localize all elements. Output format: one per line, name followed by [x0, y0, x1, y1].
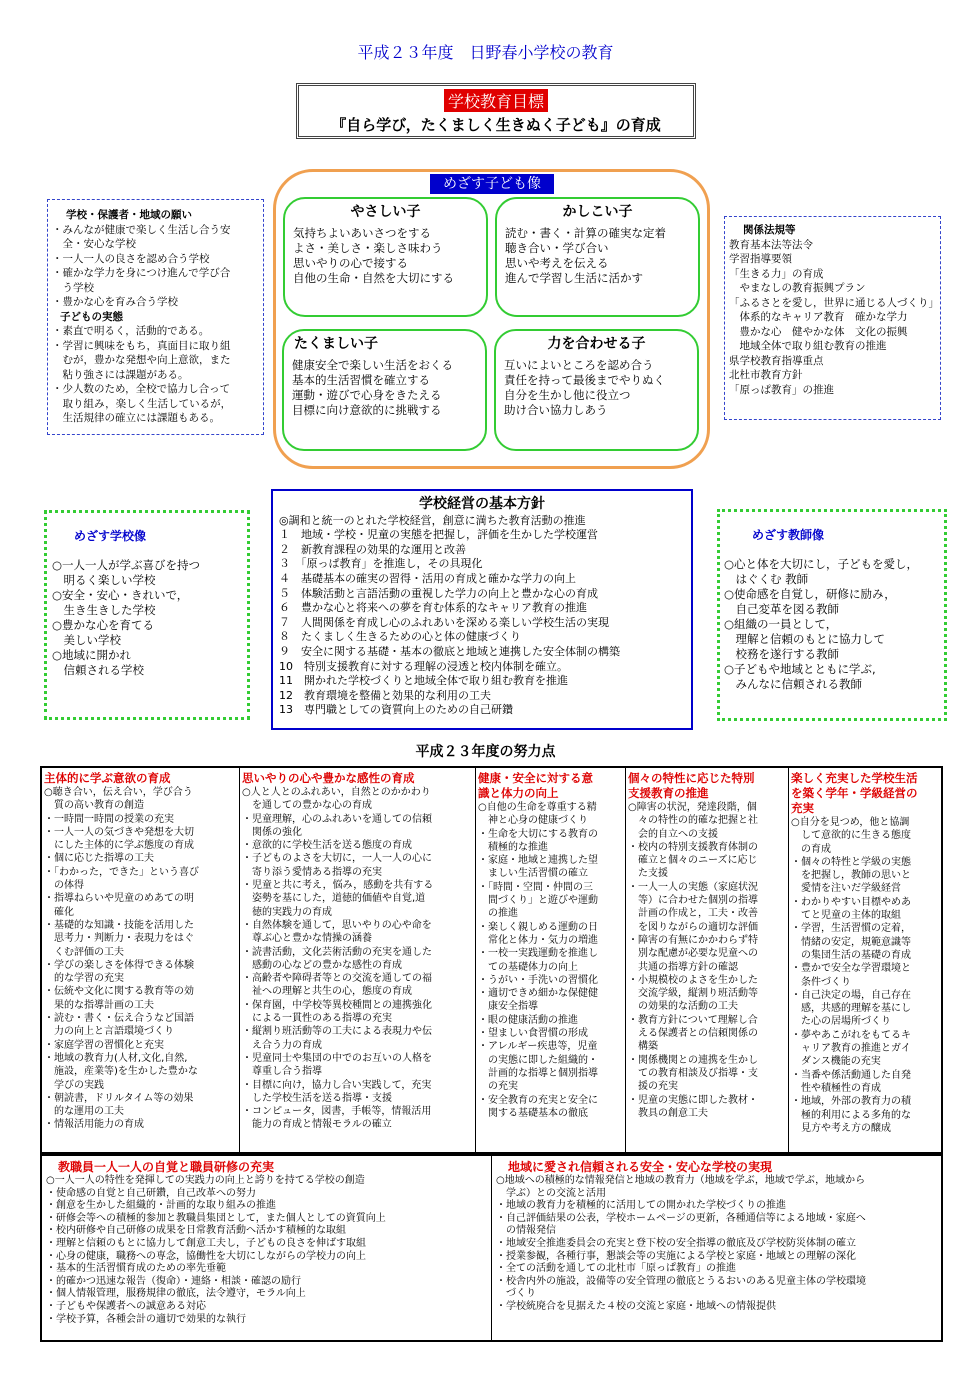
efforts-column-heading: 支援教育の推進 [628, 786, 709, 800]
kid-box-2 [282, 329, 487, 451]
efforts-line: 交流学級，縦割り班活動等 [628, 988, 758, 1000]
efforts-line: を図りながらの適切な評価 [628, 921, 758, 933]
efforts-line: ○人と人とのふれあい，自然とのかかわり [242, 787, 431, 798]
efforts-line: ・自然体験を通して，思いやりの心や命を [242, 919, 432, 931]
efforts-line: ・小規模校のよさを生かした [628, 974, 758, 986]
efforts-line: ・子どものよさを大切に，一人一人の心に [242, 853, 432, 865]
efforts-line: ダンス機能の充実 [791, 1056, 881, 1068]
efforts-line: にした主体的に学ぶ態度の育成 [44, 840, 194, 852]
efforts-line: ・アレルギー疾患等，児童 [478, 1041, 598, 1053]
school-image-line: 生き生きした学校 [52, 603, 156, 617]
school-image-line: ○地域に開かれ [52, 648, 132, 662]
teacher-image-line: 校務を遂行する教師 [724, 647, 839, 661]
efforts-line: ○自分を見つめ，他と協調 [791, 817, 910, 828]
community-heading: 地域に愛され信頼される安全・安心な学校の実現 [508, 1160, 773, 1174]
efforts-line: 感動の心などの豊かな感性の育成 [242, 959, 402, 971]
staff-training-line: ・基本的生活習慣育成のための率先垂範 [46, 1263, 226, 1275]
efforts-line: の推進 [478, 908, 518, 920]
kid-line: 健康安全で楽しい生活をおくる [292, 358, 453, 372]
teacher-image-lines [724, 557, 940, 692]
community-line: ○地域への積極的な情報発信と地域の教育力（地域を学ぶ，地域で学ぶ，地域から [496, 1175, 866, 1186]
efforts-line: ・個々の特性と学級の実態 [791, 856, 911, 868]
efforts-line: 積極的な推進 [478, 841, 548, 853]
efforts-line: ・朝読書，ドリルタイム等の効果 [44, 1092, 194, 1104]
efforts-line: ・学習，生活習慣の定着， [791, 923, 911, 935]
efforts-line: 能力の育成と情報モラルの確立 [242, 1119, 392, 1131]
efforts-line: 構築 [628, 1041, 658, 1053]
efforts-line: ての教育相談及び指導・支 [628, 1067, 758, 1079]
school-image-line: ○安全・安心・きれいで， [52, 588, 189, 602]
kids-state-line: むが，豊かな発想や向上意欲，また [52, 354, 231, 366]
teacher-image-box [717, 509, 947, 721]
efforts-line: てと児童の主体的取組 [791, 910, 901, 922]
school-image-line: 明るく楽しい学校 [52, 573, 156, 587]
efforts-column-heading: 健康・安全に対する意 [478, 771, 593, 785]
teacher-image-line: ○子どもや地域とともに学ぶ, [724, 662, 876, 676]
policy-line: ４ 基礎基本の確実の習得・活用の育成と確かな学力の向上 [279, 571, 576, 585]
efforts-line: 情緒の安定，規範意識等 [791, 936, 911, 948]
wish-line: 全・安心な学校 [52, 238, 136, 250]
kid-line: よさ・美しさ・楽しさ味わう [293, 241, 443, 255]
community-line: ・地域安全推進委員会の充実と登下校の安全指導の徹底及び学校防災体制の確立 [496, 1237, 856, 1249]
efforts-line: ○自他の生命を尊重する精 [478, 802, 597, 813]
community-line: ・自己評価結果の公表，学校ホームページの更新，各種通信等による地域・家庭へ [496, 1212, 866, 1224]
policy-lines [279, 514, 685, 718]
staff-training-line: ・的確かつ迅速な報告（復命）・連絡・相談・確認の励行 [46, 1275, 301, 1287]
school-image-title: めざす学校像 [74, 529, 147, 543]
policy-line: ８ たくましく生きるための心と体の健康づくり [279, 630, 521, 644]
efforts-line: ャリア教育の推進とガイ [791, 1043, 911, 1055]
staff-training-line: ・研修会等への積極的参加と教職員集団として，また個人としての資質向上 [46, 1212, 386, 1224]
kid-box-1 [495, 197, 700, 317]
policy-line: ◎調和と統一のとれた学校経営，創意に満ちた教育活動の推進 [279, 513, 586, 527]
teacher-image-line: はぐくむ 教師 [724, 572, 809, 586]
efforts-line: 施設，産業等)を生かした豊かな [44, 1066, 198, 1078]
kid-line: 互いによいところを認め合う [504, 358, 654, 372]
efforts-column-4 [789, 768, 941, 1152]
school-image-box [44, 510, 250, 720]
kids-state-line: 生活規律の確立には課題もある。 [52, 412, 220, 424]
efforts-line: ・眼の健康活動の推進 [478, 1014, 578, 1026]
kid-line: 運動・遊びで心身をきたえる [292, 388, 442, 402]
policy-line: ９ 安全に関する基礎・基本の徹底と地域と連携した安全体制の構築 [279, 644, 620, 658]
efforts-line: 尊ぶ心と豊かな情操の涵養 [242, 933, 372, 945]
efforts-line: ・校内の特別支援教育体制の [628, 841, 758, 853]
efforts-line: ・「わかった，できた」という喜び [44, 866, 199, 878]
efforts-line: 思考力・判断力・表現力をはぐ [44, 933, 194, 945]
law-line: 「原っぱ教育」の推進 [729, 383, 834, 396]
efforts-line: ・夢やあこがれをもてるキ [791, 1029, 911, 1041]
efforts-column-0 [42, 768, 240, 1152]
efforts-line: ・一時間一時間の授業の充実 [44, 813, 174, 825]
efforts-line: 的な運用の工夫 [44, 1106, 124, 1118]
efforts-line: くむ評価の工夫 [44, 946, 124, 958]
policy-title: 学校経営の基本方針 [419, 496, 545, 512]
wishes-lines [52, 223, 259, 310]
efforts-column-2 [476, 768, 626, 1152]
efforts-line: ・児童と共に考え，悩み，感動を共有する [242, 880, 434, 892]
law-line: 学習指導要領 [729, 253, 792, 265]
efforts-line: ・教育方針について理解し合 [628, 1014, 758, 1026]
policy-box [271, 489, 693, 730]
kids-image-label: めざす子ども像 [430, 174, 554, 194]
school-image-line: 信頼される学校 [52, 663, 144, 677]
kid-box-3 [494, 329, 699, 451]
efforts-line: ・情報活用能力の育成 [44, 1119, 144, 1131]
efforts-line: ・読書活動，文化芸術活動の充実を通した [242, 946, 432, 958]
efforts-line: ・自己決定の場，自己存在 [791, 989, 911, 1001]
efforts-line: 共通の指導方針の確認 [628, 961, 738, 973]
community-line: 学ぶ）との交流と活用 [496, 1187, 606, 1199]
efforts-line: の実態に即した組織的・ [478, 1054, 598, 1066]
kids-state-title: 子どもの実態 [60, 310, 123, 323]
staff-training-section [42, 1156, 492, 1340]
efforts-line: ・目標に向け，協力し合い実践して，充実 [242, 1079, 432, 1091]
community-line: ・校舎内外の施設，設備等の安全管理の徹底とうるおいのある児童主体の学校環境 [496, 1275, 866, 1287]
efforts-column-heading: 思いやりの心や豊かな感性の育成 [242, 771, 415, 785]
kid-box-lines [285, 226, 486, 286]
staff-training-line: ・心身の健康，職務への専念，協働性を大切にしながらの学校力の向上 [46, 1250, 366, 1262]
staff-training-heading: 教職員一人一人の自覚と職員研修の充実 [58, 1160, 275, 1174]
efforts-line: ・障害の有無にかかわらず特 [628, 934, 758, 946]
school-image-line: ○豊かな心を育てる [52, 618, 155, 632]
efforts-line: た心の居場所づくり [791, 1016, 891, 1028]
efforts-line: の集団生活の基礎の育成 [791, 949, 911, 961]
wish-line: ・一人一人の良さを認め合う学校 [52, 252, 210, 265]
staff-training-line: ・使命感の自覚と自己研鑽，自己改革への努力 [46, 1187, 256, 1199]
policy-line: 10 特別支援教育に対する理解の浸透と校内体制を確立。 [279, 659, 568, 673]
efforts-column-1 [240, 768, 476, 1152]
efforts-line: ・地域，外部の教育力の積 [791, 1096, 911, 1108]
staff-training-line: ・創意を生かした組織的・計画的な取り組みの推進 [46, 1200, 276, 1212]
efforts-line: ・一人一人の気づきや発想を大切 [44, 826, 194, 838]
efforts-line: して意欲的に生きる態度 [791, 830, 911, 842]
kids-state-line: ・少人数のため，全校で協力し合って [52, 383, 231, 395]
teacher-image-line: 自己変革を図る教師 [724, 602, 839, 616]
kid-box-0 [283, 197, 488, 317]
law-line: 北杜市教育方針 [729, 369, 803, 381]
efforts-line: 計画的な指導と個別指導 [478, 1067, 598, 1079]
kid-line: 思いや考えを伝える [505, 256, 609, 270]
staff-training-line: ・個人情報管理，服務規律の徹底，法令遵守，モラル向上 [46, 1288, 306, 1300]
efforts-line: ・意欲的に学校生活を送る態度の育成 [242, 840, 412, 852]
efforts-line: 々の特性の的確な把握と社 [628, 815, 758, 827]
law-line: 豊かな心 健やかな体 文化の振興 [729, 325, 908, 338]
efforts-line: ・適切できめ細かな保健健 [478, 988, 598, 1000]
kid-box-lines [284, 358, 485, 418]
kid-line: 聴き合い・学び合い [505, 241, 609, 255]
efforts-line: ・学びの楽しさを体得できる体験 [44, 959, 194, 971]
efforts-line: ・伝統や文化に関する教育等の効 [44, 986, 194, 998]
law-line: 教育基本法等法令 [729, 238, 813, 251]
efforts-line: ・児童理解，心のふれあいを通しての信頼 [242, 813, 432, 825]
efforts-line: の体得 [44, 880, 84, 892]
kid-box-title: 力を合わせる子 [547, 336, 646, 352]
kid-box-lines [497, 226, 698, 286]
efforts-line: 尊重し合う指導 [242, 1066, 322, 1078]
laws-lines [729, 238, 939, 398]
law-line: 「ふるさとを愛し，世界に通じる人づくり」 [729, 296, 939, 309]
efforts-line: 等）に合わせた個別の指導 [628, 895, 758, 907]
law-line: やまなしの教育振興プラン [729, 282, 866, 294]
efforts-line: 教具の創意工夫 [628, 1107, 708, 1119]
efforts-line: ○聴き合い，伝え合い，学び合う [44, 787, 193, 798]
efforts-column-heading: 個々の特性に応じた特別 [628, 771, 755, 785]
efforts-line: える保護者との信頼関係の [628, 1028, 758, 1040]
teacher-image-line: ○使命感を自覚し，研修に励み， [724, 587, 896, 601]
efforts-line: 間づくり」と遊びや運動 [478, 895, 598, 907]
efforts-line: ・わかりやすい目標やめあ [791, 896, 911, 908]
school-image-line: 美しい学校 [52, 633, 121, 647]
school-image-lines [52, 558, 243, 678]
policy-line: １ 地域・学校・児童の実態を把握し，評価を生かした学校運営 [279, 528, 598, 542]
efforts-line: 関する基礎基本の徹底 [478, 1107, 588, 1119]
community-line: ・学校統廃合を見据えた４校の交流と家庭・地域への情報提供 [496, 1300, 776, 1312]
teacher-image-line: みんなに信頼される教師 [724, 677, 862, 691]
efforts-line: 的な学習の充実 [44, 973, 124, 985]
efforts-line: ・家庭学習の習慣化と充実 [44, 1039, 164, 1051]
laws-title: 関係法規等 [743, 224, 796, 236]
efforts-line: 援の充実 [628, 1081, 678, 1093]
efforts-line: ・当番や係活動通した自発 [791, 1069, 911, 1081]
efforts-line: を通しての豊かな心の育成 [242, 800, 372, 812]
efforts-line: 会的自立への支援 [628, 828, 718, 840]
efforts-column-3 [626, 768, 789, 1152]
kid-line: 自分を生かし他に役立つ [504, 388, 631, 402]
community-lines [496, 1175, 937, 1314]
staff-training-lines [46, 1175, 487, 1326]
efforts-line: 寄り添う愛情ある指導の充実 [242, 866, 382, 878]
law-line: 県学校教育指導重点 [729, 354, 824, 367]
efforts-line: 極的利用による多角的な [791, 1109, 911, 1121]
school-image-line: ○一人一人が学ぶ喜びを持つ [52, 558, 201, 572]
policy-line: ６ 豊かな心と将来への夢を育む体系的なキャリア教育の推進 [279, 601, 587, 615]
efforts-line: 性や積極性の育成 [791, 1082, 881, 1094]
policy-line: ２ 新教育課程の効果的な運用と改善 [279, 542, 466, 556]
teacher-image-line: ○組織の一員として， [724, 617, 838, 631]
efforts-line: ・児童同士や集団の中でのお互いの人格を [242, 1052, 432, 1064]
efforts-line: 質の高い教育の創造 [44, 800, 144, 812]
efforts-line: 別な配慮が必要な児童への [628, 948, 758, 960]
staff-training-line: ・子どもや保護者への誠意ある対応 [46, 1300, 206, 1312]
efforts-line: 学びの実践 [44, 1079, 104, 1091]
efforts-line: 確立と個々のニーズに応じ [628, 855, 758, 867]
kid-box-title: たくましい子 [294, 336, 378, 352]
efforts-line: ・地域の教育力(人材,文化,自然, [44, 1052, 188, 1064]
kid-box-title: かしこい子 [562, 204, 633, 220]
law-line: 「生きる力」の育成 [729, 267, 824, 280]
community-line: ・全ての活動を通しての北杜市「原っぱ教育」の推進 [496, 1263, 736, 1275]
kid-line: 読む・書く・計算の確実な定着 [505, 226, 666, 240]
efforts-line: 見方や考え方の醸成 [791, 1122, 891, 1134]
teacher-image-line: 理解と信頼のもとに協力して [724, 632, 885, 646]
wish-line: う学校 [52, 281, 94, 294]
efforts-line: を把握し，教師の思いと [791, 870, 911, 882]
efforts-line: の育成 [791, 843, 831, 855]
efforts-line: ・「時間・空間・仲間の三 [478, 881, 593, 893]
efforts-line: 果的な指導計画の工夫 [44, 999, 154, 1011]
efforts-line: ・家庭・地域と連携した望 [478, 855, 598, 867]
efforts-line: 計画の作成と，工夫・改善 [628, 908, 758, 920]
efforts-line: ・楽しく親しめる運動の日 [478, 921, 598, 933]
efforts-line: の効果的な活動の工夫 [628, 1001, 738, 1013]
law-line: 地域全体で取り組む教育の推進 [729, 340, 887, 352]
teacher-image-title: めざす教師像 [752, 528, 825, 542]
efforts-line: え合う力の育成 [242, 1039, 322, 1051]
staff-training-line: ・理解と信頼のもとに協力して創意工夫し，子どもの良さを伸ばす取組 [46, 1237, 366, 1249]
efforts-line: ましい生活習慣の確立 [478, 868, 588, 880]
efforts-line: 確化 [44, 906, 74, 918]
efforts-column-heading: 充実 [791, 801, 814, 815]
efforts-line: ・指導ねらいや児童のめあての明 [44, 893, 194, 905]
efforts-line: した学校生活を送る指導・支援 [242, 1092, 392, 1104]
staff-training-line: ○一人一人の特性を発揮しての実践力の向上と誇りを持てる学校の創造 [46, 1175, 365, 1186]
efforts-column-heading: を築く学年・学級経営の [791, 786, 918, 800]
efforts-line: ・安全教育の充実と安全に [478, 1094, 598, 1106]
policy-line: 11 開かれた学校づくりと地域全体で取り組む教育を推進 [279, 674, 568, 688]
efforts-line: ・一人一人の実態（家庭状況 [628, 881, 758, 893]
kid-line: 思いやりの心で接する [293, 256, 408, 270]
page-title: 平成２３年度 日野春小学校の教育 [357, 43, 614, 62]
efforts-line: 力の向上と言語環境づくり [44, 1026, 174, 1038]
wish-line: ・みんなが健康で楽しく生活し合う安 [52, 223, 231, 236]
kid-line: 責任を持って最後までやりぬく [504, 373, 665, 387]
efforts-line: ・生命を大切にする教育の [478, 828, 598, 840]
efforts-table [40, 766, 943, 1154]
efforts-line: ・一校一実践運動を推進し [478, 948, 598, 960]
policy-line: ７ 人間関係を育成し心のふれあいを深める楽しい学校生活の実現 [279, 615, 609, 629]
efforts-line: ・望ましい食習慣の形成 [478, 1028, 588, 1040]
kid-line: 目標に向け意欲的に挑戦する [292, 403, 442, 417]
efforts-line: 関係の強化 [242, 826, 302, 838]
efforts-line: ・縦割り班活動等の工夫による表現力や伝 [242, 1026, 432, 1038]
efforts-line: 神と心身の健康づくり [478, 815, 588, 827]
kids-state-line: ・素直で明るく，活動的である。 [52, 325, 210, 337]
wish-line: ・確かな学力を身につけ進んで学び合 [52, 267, 231, 279]
teacher-image-line: ○心と体を大切にし，子どもを愛し， [724, 557, 919, 571]
kids-state-lines [52, 324, 259, 426]
efforts-column-heading: 主体的に学ぶ意欲の育成 [44, 771, 171, 785]
staff-training-line: ・学校予算，各種会計の適切で効果的な執行 [46, 1313, 246, 1325]
efforts-line: 愛情を注いだ学級経営 [791, 883, 901, 895]
community-line: の情報発信 [496, 1225, 556, 1237]
community-line: ・授業参観，各種行事，懇談会等の実施による学校と家庭・地域との理解の深化 [496, 1250, 856, 1262]
efforts-line: 条件づくり [791, 976, 851, 988]
efforts-line: ・コンピュータ，図書，手帳等，情報活用 [242, 1106, 432, 1118]
efforts-line: 姿勢を基にした，道徳的価値や自覚,道 [242, 893, 426, 905]
bottom-box [40, 1154, 943, 1342]
school-goal-box [296, 83, 696, 139]
policy-line: 13 専門職としての資質向上のための自己研鑽 [279, 703, 513, 717]
efforts-line: 康安全指導 [478, 1001, 538, 1013]
efforts-line: ・うがい・手洗いの習慣化 [478, 974, 598, 986]
efforts-line: ての基礎体力の向上 [478, 961, 578, 973]
kid-line: 進んで学習し生活に活かす [505, 271, 643, 285]
efforts-line: ・児童の実態に即した教材・ [628, 1094, 758, 1106]
kid-line: 気持ちよいあいさつをする [293, 226, 431, 240]
efforts-line: 祉への理解と共生の心，態度の育成 [242, 986, 412, 998]
school-goal-text: 『自ら学び，たくましく生きぬく子ども』の育成 [331, 116, 661, 134]
kid-box-lines [496, 358, 697, 418]
efforts-line: ・関係機関との連携を生かし [628, 1054, 758, 1066]
community-line: ・地域の教育力を積極的に活用しての開かれた学校づくりの推進 [496, 1200, 786, 1212]
staff-training-line: ・校内研修や自己研修の成果を日常教育活動へ活かす積極的な取組 [46, 1225, 346, 1237]
efforts-line: の充実 [478, 1081, 518, 1093]
wish-line: ・豊かな心を育み合う学校 [52, 296, 178, 308]
policy-line: ３ 「原っぱ教育」を推進し，その具現化 [279, 557, 483, 571]
efforts-line: 常化と体力・気力の増進 [478, 934, 598, 946]
kids-state-line: 粘り強さには課題がある。 [52, 368, 189, 381]
efforts-line: 感，共感的理解を基にし [791, 1003, 911, 1015]
efforts-line: た支援 [628, 868, 668, 880]
efforts-column-heading: 識と体力の向上 [478, 786, 559, 800]
school-goal-label: 学校教育目標 [444, 89, 548, 112]
kids-state-line: ・学習に興味をもち，真面目に取り組 [52, 339, 231, 352]
efforts-line: ・高齢者や障碍者等との交流を通しての福 [242, 973, 432, 985]
wishes-box [47, 199, 264, 435]
efforts-line: ・個に応じた指導の工夫 [44, 853, 154, 865]
efforts-line: 徳的実践力の育成 [242, 906, 332, 918]
efforts-line: による一貫性のある指導の充実 [242, 1013, 392, 1025]
laws-box [724, 216, 941, 420]
efforts-title: 平成２３年度の努力点 [415, 744, 556, 760]
kids-state-line: 取り組み，楽しく生活しているが， [52, 397, 232, 410]
efforts-line: ○障害の状況，発達段階，個 [628, 802, 757, 813]
kid-line: 助け合い協力しあう [504, 403, 608, 417]
policy-line: ５ 体験活動と言語活動の重視した学力の向上と豊かな心の育成 [279, 586, 598, 600]
kid-line: 自他の生命・自然を大切にする [293, 271, 454, 285]
efforts-line: ・読む・書く・伝え合うなど国語 [44, 1013, 194, 1025]
community-line: づくり [496, 1288, 536, 1300]
community-section [492, 1156, 941, 1340]
policy-line: 12 教育環境を整備と効果的な利用の工夫 [279, 688, 491, 702]
efforts-line: ・基礎的な知識・技能を活用した [44, 919, 194, 931]
wishes-title: 学校・保護者・地域の願い [66, 209, 192, 221]
kid-line: 基本的生活習慣を確立する [292, 373, 430, 387]
law-line: 体系的なキャリア教育 確かな学力 [729, 311, 908, 323]
efforts-column-heading: 楽しく充実した学校生活 [791, 771, 918, 785]
efforts-line: ・豊かで安全な学習環境と [791, 963, 911, 975]
kid-box-title: やさしい子 [350, 204, 421, 220]
efforts-line: ・保育園，中学校等異校種間との連携強化 [242, 999, 432, 1011]
